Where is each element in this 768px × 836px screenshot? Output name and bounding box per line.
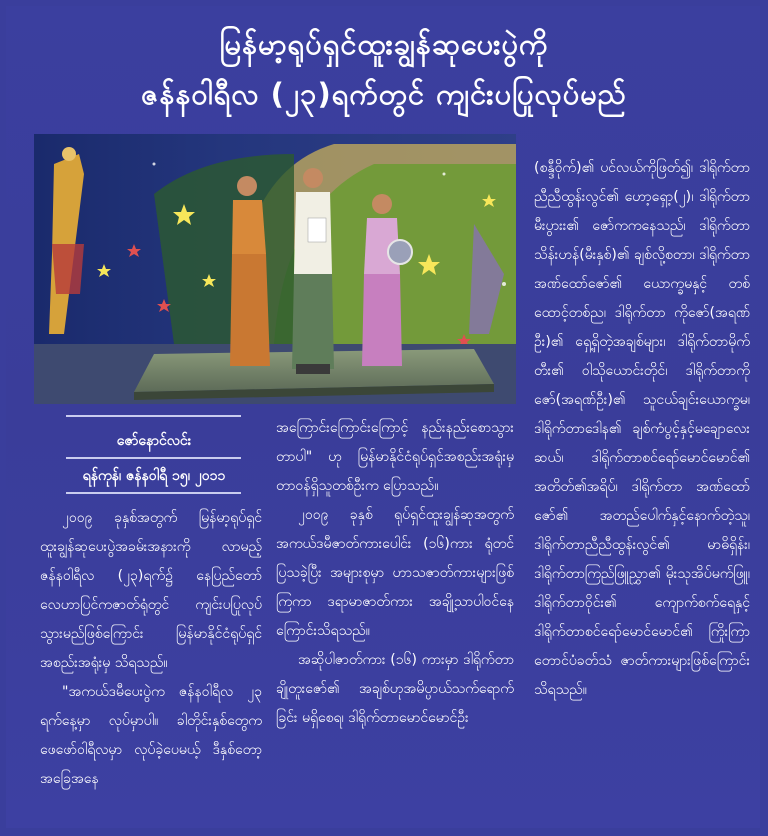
dateline: ရန်ကုန်၊ ဇန်နဝါရီ ၁၅၊ ၂၀၁၁ <box>82 468 226 484</box>
paragraph: ၂၀၀၉ ခုနှစ် ရုပ်ရှင်ထူးချွန်ဆုအတွက် အကယ်ဒမီဇာတ်ကားပေါင်း (၁၆)ကား ရုံတင်ပြသခဲ့ပြီး အများစုမှာ ဟာသဇာတ်ကားများဖြစ်ကြကာ ဒရာမာဇာတ်ကား အချို့သာပါဝင်နေကြောင်းသိရသည်။ <box>276 507 514 639</box>
ceremony-photo <box>34 134 516 404</box>
headline-line-2: ဇန်နဝါရီလ (၂၃)ရက်တွင် ကျင်းပပြုလုပ်မည် <box>141 77 627 111</box>
article-column-2 <box>276 414 514 733</box>
article-column-1 <box>40 504 262 794</box>
paragraph: အဆိုပါဇာတ်ကား (၁၆) ကားမှာ ဒါရိုက်တာချိုတူးဇော်၏ အချစ်ဟုအမိပ္ပာယ်သက်ရောက်ခြင်း မရှိစေရ၊ ဒါရိုက်တာမောင်မောင်ဦး <box>276 652 514 726</box>
byline-rule-middle <box>66 457 241 459</box>
headline-line-1: မြန်မာ့ရုပ်ရှင်ထူးချွန်ဆုပေးပွဲကို <box>219 27 549 61</box>
paragraph: ၂၀၀၉ ခုနှစ်အတွက် မြန်မာ့ရုပ်ရှင်ထူးချွန်ဆုပေးပွဲအခမ်းအနားကို လာမည့်ဇန်နဝါရီလ (၂၃)ရက်၌ နေပြည်တော်လေဟာပြင်ကဇာတ်ရုံတွင် ကျင်းပပြုလုပ်သွားမည်ဖြစ်ကြောင်း မြန်မာနိုင်ငံရုပ်ရှင်အစည်းအရုံးမှ သိရသည်။ <box>40 510 262 671</box>
paragraph: "အကယ်ဒမီပေးပွဲက ဇန်နဝါရီလ ၂၃ ရက်နေ့မှာ လုပ်မှာပါ။ ခါတိုင်းနှစ်တွေက ဖေဖော်ဝါရီလမှာ လုပ်ခဲ့ပေမယ့် ဒီနှစ်တော့ အခြေအနေ <box>40 684 262 787</box>
byline-rule-top <box>66 415 241 417</box>
article-column-3 <box>534 154 750 705</box>
paragraph: အကြောင်းကြောင်းကြောင့် နည်းနည်းစောသွားတာပါ" ဟု မြန်မာနိုင်ငံရုပ်ရှင်အစည်းအရုံးမှ တာဝန်ရှိသူတစ်ဦးက ပြောသည်။ <box>276 420 514 494</box>
newspaper-page <box>6 6 760 828</box>
author-name: ဇော်နောင်လင်း <box>116 433 192 449</box>
byline-rule-bottom <box>66 492 241 494</box>
paragraph: (စန္ဒီဝိုက်)၏ ပင်လယ်ကိုဖြတ်၍၊ ဒါရိုက်တာညီညီထွန်းလွင်၏ ဟော့ရှော့(၂)၊ ဒါရိုက်တာမီးပွားး၏ ဇော်ကကနေသည်၊ ဒါရိုက်တာသိန်းဟန်(မီးနှစ်)၏ ချစ်လို့စတာ၊ ဒါရိုက်တာအဏ်ထော်ဇော်၏ ယောက္ခမနှင့် တစ်ထောင့်တစ်ည၊ ဒါရိုက်တာ ကိုဇော်(အရဏ်ဦး)၏ ရှေ့ရှိတဲ့အချစ်များ၊ ဒါရိုက်တာမိုက်တီး၏ ဝါသိုယောင်းတိုင်၊ ဒါရိုက်တာကိုဇော်(အရဏ်ဦး)၏ သူငယ်ချင်းယောက္ခမ၊ ဒါရိုက်တာဒေါန၏ ချစ်ကံပွင့်နှင့်မချောလေးဆယ်၊ ဒါရိုက်တာစင်ရော်မောင်မောင်၏ အတိတ်၏အရိပ်၊ ဒါရိုက်တာ အဏ်ထော်ဇော်၏ အတည်ပေါက်နှင့်နောက်တဲ့သူ၊ ဒါရိုက်တာညီညီထွန်းလွင်၏ မာဓိရှိန်း၊ ဒါရိုက်တာကြည်ဖြူညွှာ၏ မိုးသုအိပ်မက်ဖြူ၊ ဒါရိုက်တာဝိုင်း၏ ကျောက်စက်ရေနှင့် ဒါရိုက်တာစင်ရော်မောင်မောင်၏ ကြိုးကြာတောင်ပံခတ်သံ ဇာတ်ကားများဖြစ်ကြောင်းသိရသည်။ <box>534 160 750 698</box>
